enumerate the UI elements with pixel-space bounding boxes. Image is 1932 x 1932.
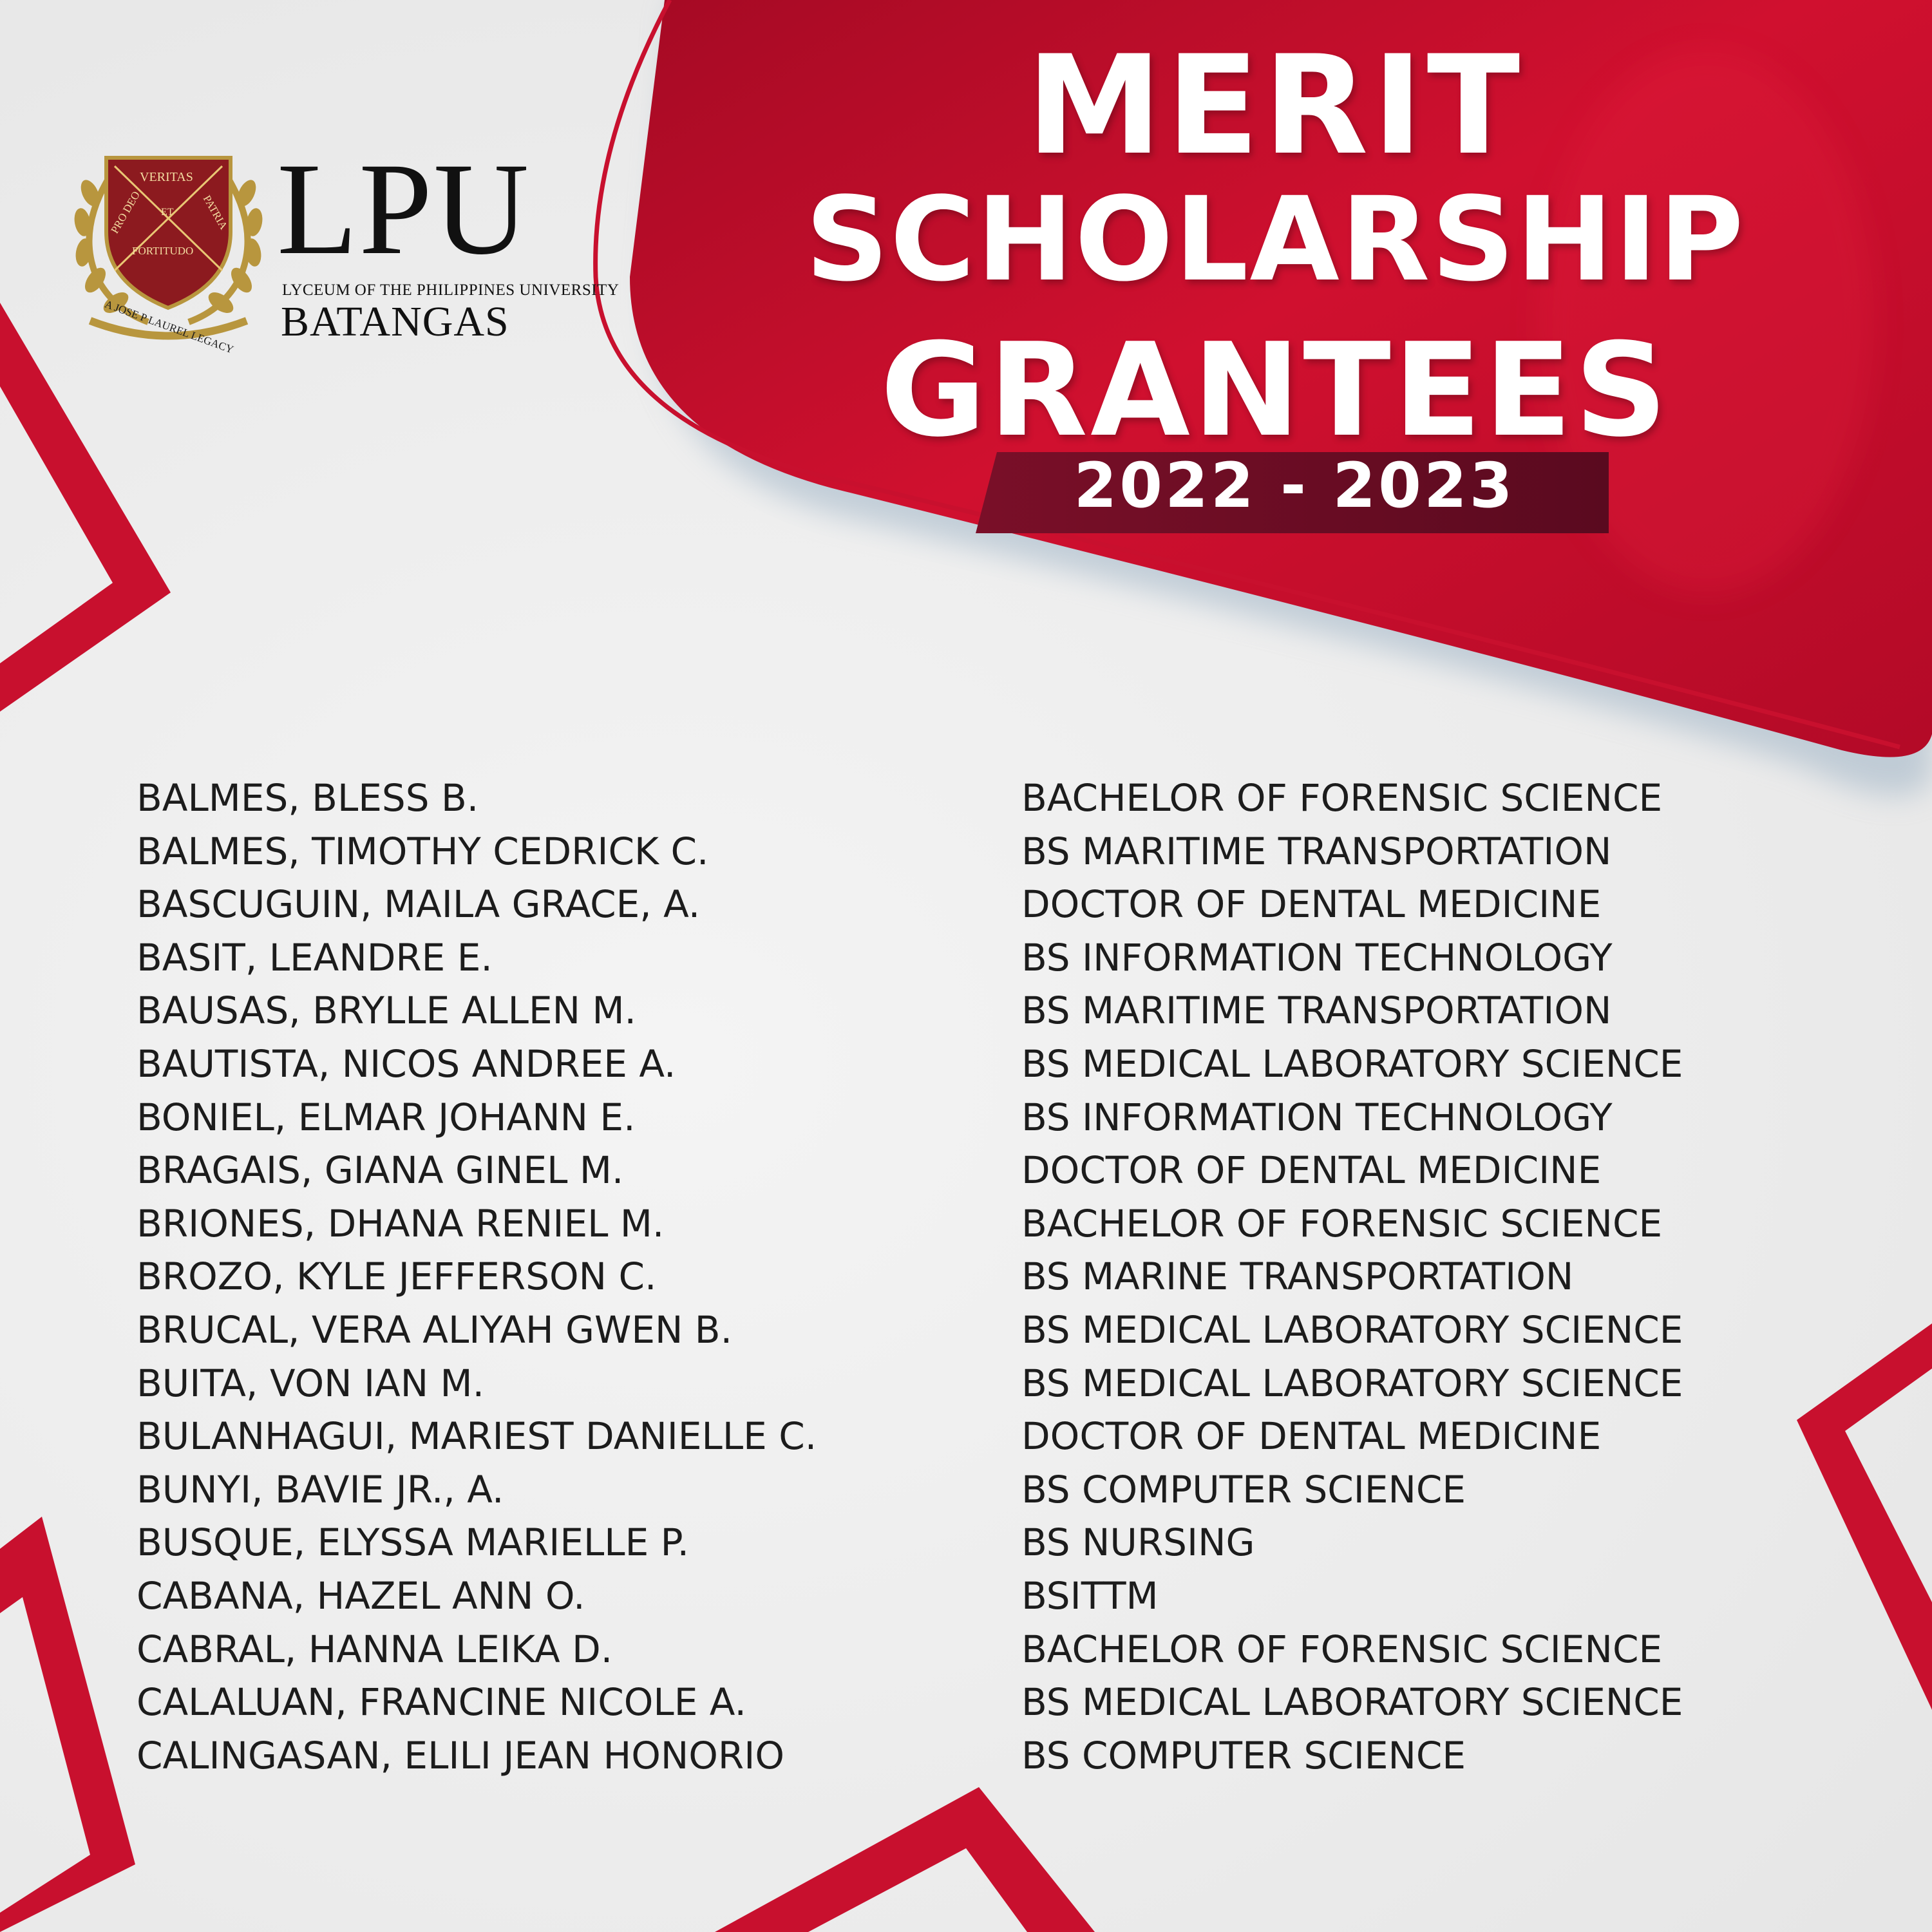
grantee-program: DOCTOR OF DENTAL MEDICINE [1021,1414,1602,1459]
year-label: 2022 - 2023 [1074,450,1515,522]
grantee-name: BONIEL, ELMAR JOHANN E. [137,1095,636,1139]
grantee-name: BASCUGUIN, MAILA GRACE, A. [137,882,701,927]
deco-frame-bottom-center [715,1787,1095,1932]
grantee-programs-column [1021,772,1683,1782]
grantee-name: BASIT, LEANDRE E. [137,935,493,980]
grantee-program: BACHELOR OF FORENSIC SCIENCE [1021,1201,1663,1245]
grantee-name: BAUTISTA, NICOS ANDREE A. [137,1041,676,1086]
grantee-name: BROZO, KYLE JEFFERSON C. [137,1255,657,1299]
title-line-scholarship: SCHOLARSHIP [805,173,1745,307]
seal-text-fortitudo: FORTITUDO [132,245,194,257]
seal-text-et: ET [161,207,174,218]
title-line-grantees: GRANTEES [880,316,1671,466]
deco-frame-left [0,303,171,712]
grantee-name: CALALUAN, FRANCINE NICOLE A. [137,1680,746,1725]
grantee-program: BS MARITIME TRANSPORTATION [1021,829,1612,873]
grantee-program: BS COMPUTER SCIENCE [1021,1467,1466,1511]
seal-text-group [68,147,261,356]
grantee-name: BRIONES, DHANA RENIEL M. [137,1201,665,1245]
title-line-merit: MERIT [1026,26,1524,185]
grantee-program: BACHELOR OF FORENSIC SCIENCE [1021,776,1663,820]
grantee-program: BS COMPUTER SCIENCE [1021,1733,1466,1777]
grantee-name: BRUCAL, VERA ALIYAH GWEN B. [137,1307,733,1352]
grantee-program: BS MEDICAL LABORATORY SCIENCE [1021,1680,1683,1725]
grantee-program: BS MEDICAL LABORATORY SCIENCE [1021,1041,1683,1086]
grantee-program: DOCTOR OF DENTAL MEDICINE [1021,1148,1602,1193]
grantee-program: DOCTOR OF DENTAL MEDICINE [1021,882,1602,927]
grantee-program: BSITTM [1021,1573,1159,1618]
grantee-name: CABRAL, HANNA LEIKA D. [137,1627,613,1671]
grantee-program: BS MEDICAL LABORATORY SCIENCE [1021,1361,1683,1405]
grantee-program: BS MARINE TRANSPORTATION [1021,1255,1574,1299]
grantee-name: BRAGAIS, GIANA GINEL M. [137,1148,624,1193]
logo-lpu: LPU [277,136,531,282]
grantee-name: BALMES, TIMOTHY CEDRICK C. [137,829,709,873]
grantee-name: CABANA, HAZEL ANN O. [137,1573,585,1618]
deco-frame-bottom-left [0,1517,135,1932]
deco-frame-right [1797,1323,1932,1710]
logo-subtitle: LYCEUM OF THE PHILIPPINES UNIVERSITY [282,281,620,299]
grantee-program: BS INFORMATION TECHNOLOGY [1021,935,1613,980]
grantee-name: CALINGASAN, ELILI JEAN HONORIO [137,1733,784,1777]
grantee-name: BAUSAS, BRYLLE ALLEN M. [137,989,636,1033]
seal-text-patria: PATRIA [200,193,231,232]
seal-text-veritas: VERITAS [140,170,193,184]
grantee-name: BUITA, VON IAN M. [137,1361,485,1405]
grantee-program: BS MEDICAL LABORATORY SCIENCE [1021,1307,1683,1352]
grantee-program: BACHELOR OF FORENSIC SCIENCE [1021,1627,1663,1671]
seal-text-legacy: A JOSE P LAUREL LEGACY [103,298,236,356]
grantee-program: BS INFORMATION TECHNOLOGY [1021,1095,1613,1139]
seal-text-pro-deo: PRO DEO [108,189,142,236]
grantee-name: BULANHAGUI, MARIEST DANIELLE C. [137,1414,817,1459]
grantee-program: BS NURSING [1021,1520,1255,1565]
grantee-name: BUSQUE, ELYSSA MARIELLE P. [137,1520,690,1565]
grantee-name: BUNYI, BAVIE JR., A. [137,1467,504,1511]
grantee-program: BS MARITIME TRANSPORTATION [1021,989,1612,1033]
grantee-name: BALMES, BLESS B. [137,776,479,820]
logo-city: BATANGAS [281,298,509,345]
grantee-names-column [137,772,817,1782]
